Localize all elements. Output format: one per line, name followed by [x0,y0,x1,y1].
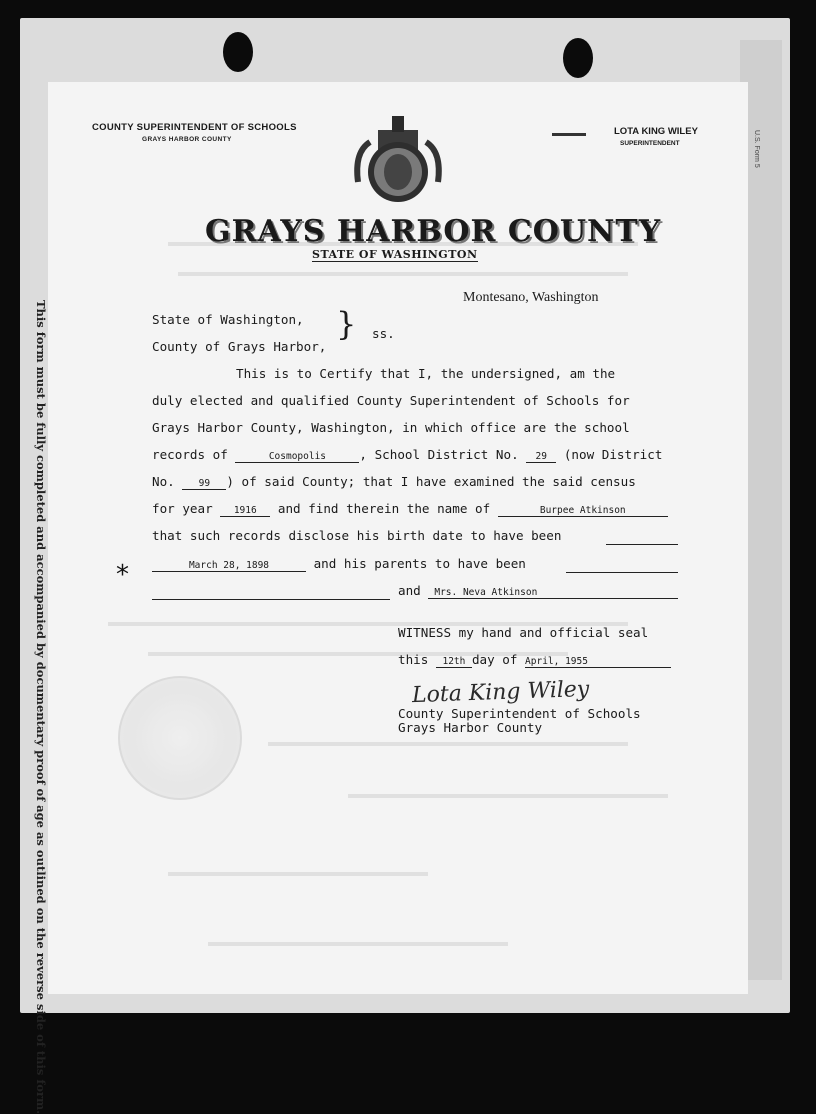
father-line [566,572,678,573]
state-subtitle: STATE OF WASHINGTON [312,248,478,261]
body-line-9 [398,583,678,599]
office-subtitle: GRAYS HARBOR COUNTY [142,136,232,143]
month-year-field: April, 1955 [525,656,671,668]
brace: } [336,305,357,343]
punch-hole [563,38,593,78]
embossed-seal [118,676,242,800]
signer-county: Grays Harbor County [398,720,543,735]
this-label: this [398,652,429,667]
body-line-5 [152,474,636,490]
census-text: ) of said County; that I have examined the said census [226,474,636,489]
day-field: 12th [436,656,472,668]
place-line: Montesano, Washington [463,290,599,305]
body-line-1: This is to Certify that I, the undersigned, am the [236,366,616,381]
header-dash [552,133,586,136]
superintendent-name: LOTA KING WILEY [614,126,698,137]
side-instruction-text: This form must be fully completed and accompanied by documentary proof of age as outlined on the reverse side of this form. [34,300,48,1114]
signature: Lota King Wiley [411,676,590,709]
district-label: , School District No. [359,447,519,462]
body-line-4 [152,447,662,463]
body-line-8 [152,556,526,572]
birth-date-field: March 28, 1898 [152,560,306,572]
for-year-label: for year [152,501,213,516]
office-title: COUNTY SUPERINTENDENT OF SCHOOLS [92,122,297,133]
name-label: and find therein the name of [277,501,491,516]
venue-county: County of Grays Harbor, [152,339,327,354]
county-title: GRAYS HARBOR COUNTY [205,214,662,249]
punch-hole [223,32,253,72]
signer-title: County Superintendent of Schools [398,706,641,721]
body-line-3: Grays Harbor County, Washington, in which office are the school [152,420,630,435]
father-name-line [152,599,390,600]
superintendent-title: SUPERINTENDENT [620,140,680,147]
no-label: No. [152,474,175,489]
body-line-7: that such records disclose his birth date to have been [152,528,562,543]
day-of-label: day of [471,652,518,667]
body-line-6 [152,501,668,517]
now-district-field: 99 [182,478,226,490]
parents-label: and his parents to have been [313,556,526,571]
now-district-label: (now District [563,447,663,462]
venue-ss: ss. [372,326,395,341]
and-label: and [398,583,421,598]
district-number-field: 29 [526,451,556,463]
census-year-field: 1916 [220,505,270,517]
corner-form-note: U.S. Form 5 [753,130,760,168]
county-seal-icon [348,112,448,212]
records-of-label: records of [152,447,228,462]
margin-mark: * [116,560,129,590]
mother-name-field: Mrs. Neva Atkinson [428,587,678,599]
venue-state: State of Washington, [152,312,304,327]
body-line-2: duly elected and qualified County Superintendent of Schools for [152,393,630,408]
child-name-field: Burpee Atkinson [498,505,668,517]
witness-date-line [398,652,671,668]
witness-line: WITNESS my hand and official seal [398,625,649,640]
blank-line [606,544,678,545]
school-name-field: Cosmopolis [235,451,359,463]
